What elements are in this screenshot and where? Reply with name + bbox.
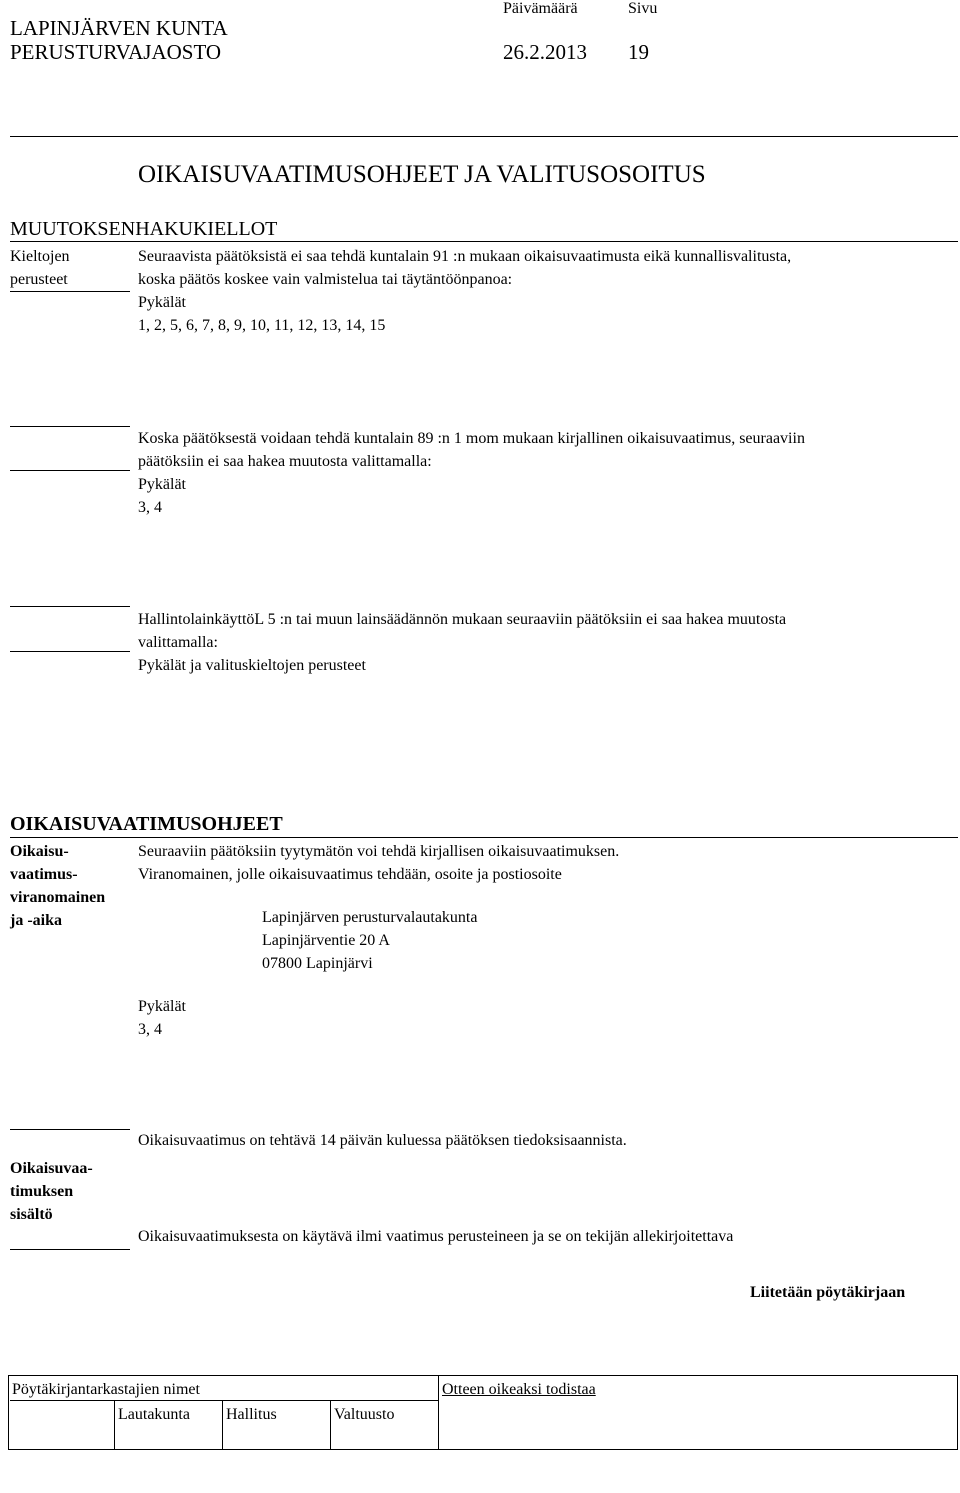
- side-label-line: sisältö: [10, 1206, 53, 1223]
- page-number: 19: [628, 40, 649, 64]
- header-divider: [10, 136, 958, 137]
- address-line: Lapinjärventie 20 A: [262, 932, 390, 949]
- section-rule: [10, 241, 958, 242]
- side-label-kieltojen-perusteet: [10, 245, 70, 291]
- authority-address: [262, 906, 477, 975]
- attach-note: Liitetään pöytäkirjaan: [750, 1284, 906, 1301]
- signature-col-valtuusto: Valtuusto: [334, 1406, 395, 1423]
- side-label-oikaisuvaatimuksen-sisalto: [10, 1157, 93, 1226]
- signature-col-divider: [114, 1400, 115, 1450]
- org-name: LAPINJÄRVEN KUNTA: [10, 16, 228, 40]
- side-label-line: Oikaisu-: [10, 843, 69, 860]
- date-value: 26.2.2013: [503, 40, 587, 64]
- pykalat-label: Pykälät: [138, 998, 186, 1015]
- paragraph-line: Seuraaviin päätöksiin tyytymätön voi tehdä kirjallisen oikaisuvaatimuksen.: [138, 843, 620, 860]
- page-title: OIKAISUVAATIMUSOHJEET JA VALITUSOSOITUS: [138, 161, 706, 188]
- side-label-line: vaatimus-: [10, 866, 78, 883]
- paragraph-line: Pykälät: [138, 294, 186, 311]
- side-label-line: viranomainen: [10, 889, 106, 906]
- block-oikaisuvaatimus: [138, 427, 805, 519]
- side-rule: [10, 606, 130, 607]
- signature-right-title: Otteen oikeaksi todistaa: [442, 1381, 596, 1398]
- signature-row-rule: [10, 1400, 438, 1401]
- signature-col-hallitus: Hallitus: [226, 1406, 277, 1423]
- side-label-oikaisuvaatimusviranomainen: [10, 840, 105, 932]
- content-requirement-text: Oikaisuvaatimuksesta on käytävä ilmi vaatimus perusteineen ja se on tekijän allekirjoitettava: [138, 1228, 734, 1245]
- deadline-text: Oikaisuvaatimus on tehtävä 14 päivän kuluessa päätöksen tiedoksisaannista.: [138, 1132, 627, 1149]
- paragraph-line: 1, 2, 5, 6, 7, 8, 9, 10, 11, 12, 13, 14, 15: [138, 317, 386, 334]
- signature-col-lautakunta: Lautakunta: [118, 1406, 190, 1423]
- side-label-rule: [10, 291, 130, 292]
- pykalat-value: 3, 4: [138, 1021, 162, 1038]
- page-label: Sivu: [628, 0, 658, 17]
- side-rule: [10, 426, 130, 427]
- paragraph-line: HallintolainkäyttöL 5 :n tai muun lainsäädännön mukaan seuraaviin päätöksiin ei saa hakea muutosta: [138, 611, 787, 628]
- paragraph-line: Seuraavista päätöksistä ei saa tehdä kuntalain 91 :n mukaan oikaisuvaatimusta eikä kunnallisvalitusta,: [138, 248, 792, 265]
- paragraph-line: Koska päätöksestä voidaan tehdä kuntalain 89 :n 1 mom mukaan kirjallinen oikaisuvaatimus, seuraaviin: [138, 430, 805, 447]
- block-pykalat: [138, 995, 186, 1041]
- side-label-line: Kieltojen: [10, 248, 70, 265]
- side-rule: [10, 1129, 130, 1130]
- signature-col-divider: [330, 1400, 331, 1450]
- address-line: 07800 Lapinjärvi: [262, 955, 373, 972]
- side-label-line: perusteet: [10, 271, 68, 288]
- address-line: Lapinjärven perusturvalautakunta: [262, 909, 478, 926]
- signature-col-divider: [222, 1400, 223, 1450]
- date-label: Päivämäärä: [503, 0, 578, 17]
- section-heading-muutoksenhakukiellot: MUUTOKSENHAKUKIELLOT: [10, 218, 278, 240]
- section-rule: [10, 837, 958, 838]
- block-valmistelu: [138, 245, 791, 337]
- signature-box-divider: [438, 1375, 439, 1450]
- paragraph-line: päätöksiin ei saa hakea muutosta valittamalla:: [138, 453, 432, 470]
- paragraph-line: Pykälät: [138, 476, 186, 493]
- side-label-line: ja -aika: [10, 912, 62, 929]
- paragraph-line: 3, 4: [138, 499, 162, 516]
- side-rule: [10, 470, 130, 471]
- paragraph-line: valittamalla:: [138, 634, 218, 651]
- department-name: PERUSTURVAJAOSTO: [10, 40, 222, 64]
- side-label-line: timuksen: [10, 1183, 74, 1200]
- block-oikaisuvaatimus-intro: [138, 840, 619, 886]
- paragraph-line: koska päätös koskee vain valmistelua tai täytäntöönpanoa:: [138, 271, 513, 288]
- paragraph-line: Viranomainen, jolle oikaisuvaatimus tehdään, osoite ja postiosoite: [138, 866, 562, 883]
- paragraph-line: Pykälät ja valituskieltojen perusteet: [138, 657, 366, 674]
- side-label-line: Oikaisuvaa-: [10, 1160, 93, 1177]
- signature-left-title: Pöytäkirjantarkastajien nimet: [12, 1381, 200, 1398]
- block-hallintolainkayttol: [138, 608, 786, 677]
- section-heading-oikaisuvaatimusohjeet: OIKAISUVAATIMUSOHJEET: [10, 813, 283, 835]
- side-rule: [10, 651, 130, 652]
- side-rule: [10, 1249, 130, 1250]
